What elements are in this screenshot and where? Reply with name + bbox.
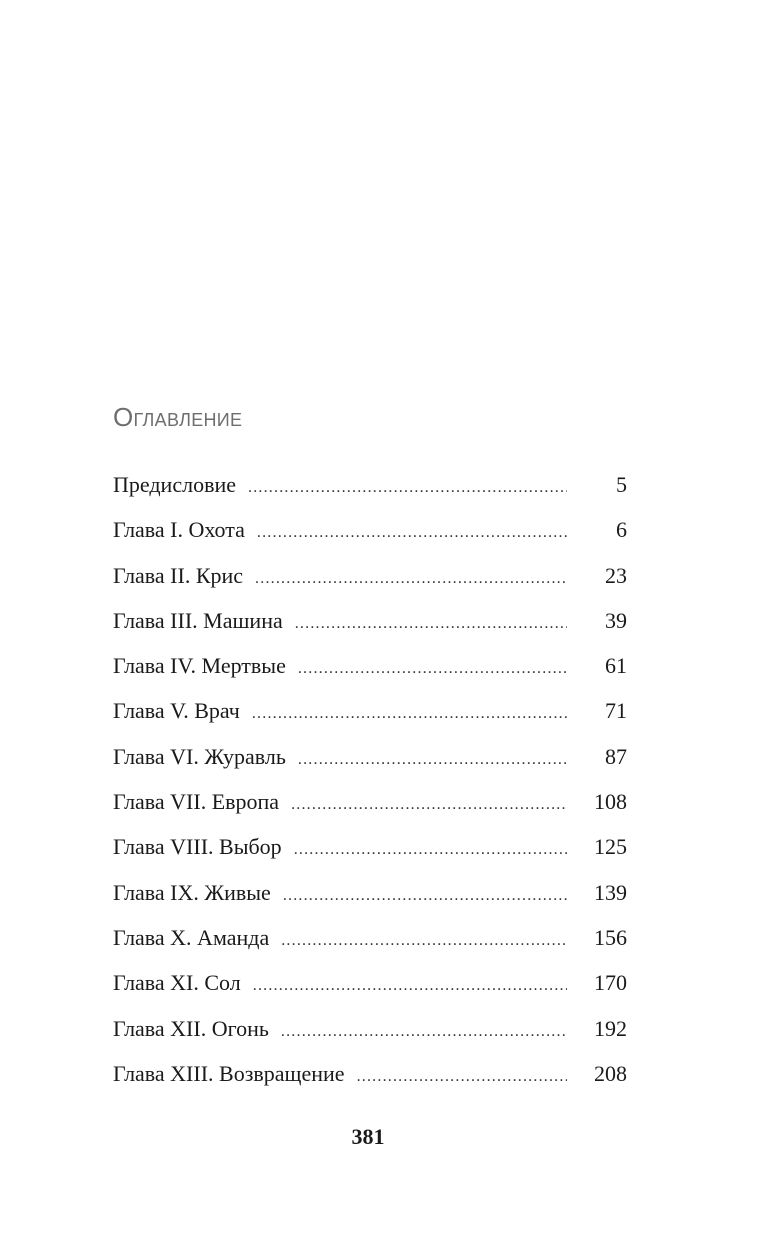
dot-leader [252, 691, 567, 736]
toc-entry-chapter-3 [113, 598, 627, 643]
toc-entry-title: Глава VI. Журавль [113, 743, 286, 769]
toc-heading: Оглавление [113, 402, 243, 432]
dot-leader [281, 1009, 567, 1054]
toc-entry-title: Глава X. Аманда [113, 924, 270, 950]
toc-entry-chapter-8 [113, 824, 627, 869]
toc-entry-title: Глава IV. Мертвые [113, 653, 286, 679]
toc-entry-title: Глава III. Машина [113, 607, 283, 633]
toc-entry-page: 87 [605, 743, 627, 769]
dot-leader [281, 918, 567, 963]
toc-entry-page: 5 [616, 472, 627, 497]
toc-entry-page: 39 [605, 607, 627, 633]
toc-entry-page: 6 [616, 517, 627, 543]
toc-entry-title: Глава XIII. Возвращение [113, 1060, 345, 1086]
toc-entry-page: 208 [594, 1060, 627, 1086]
toc-entry-chapter-13 [113, 1051, 627, 1096]
toc-list [113, 462, 627, 1096]
dot-leader [283, 873, 567, 918]
toc-entry-chapter-12 [113, 1006, 627, 1051]
toc-entry-title: Глава II. Крис [113, 562, 244, 588]
toc-entry-chapter-11 [113, 960, 627, 1005]
toc-entry-page: 156 [594, 924, 627, 950]
toc-entry-chapter-5 [113, 688, 627, 733]
toc-entry-title: Глава XII. Огонь [113, 1015, 269, 1041]
toc-entry-chapter-2 [113, 553, 627, 598]
toc-entry-preface [113, 462, 627, 507]
toc-entry-chapter-7 [113, 779, 627, 824]
dot-leader [257, 510, 567, 555]
toc-entry-page: 170 [594, 970, 627, 996]
dot-leader [248, 465, 567, 510]
toc-entry-chapter-1 [113, 507, 627, 552]
dot-leader [294, 827, 567, 872]
toc-entry-page: 192 [594, 1015, 627, 1041]
toc-entry-chapter-10 [113, 915, 627, 960]
dot-leader [298, 737, 567, 782]
toc-entry-title: Глава XI. Сол [113, 970, 241, 996]
toc-entry-chapter-6 [113, 734, 627, 779]
toc-entry-title: Предисловие [113, 472, 236, 497]
dot-leader [295, 601, 567, 646]
dot-leader [291, 782, 567, 827]
toc-entry-page: 71 [605, 698, 627, 724]
dot-leader [357, 1054, 567, 1099]
toc-entry-chapter-9 [113, 870, 627, 915]
toc-entry-title: Глава VII. Европа [113, 789, 280, 815]
toc-entry-title: Глава VIII. Выбор [113, 834, 282, 860]
dot-leader [255, 556, 567, 601]
toc-entry-title: Глава V. Врач [113, 698, 240, 724]
dot-leader [253, 963, 567, 1008]
toc-entry-page: 139 [594, 879, 627, 905]
toc-entry-title: Глава IX. Живые [113, 879, 271, 905]
toc-entry-page: 23 [605, 562, 627, 588]
toc-entry-page: 61 [605, 653, 627, 679]
toc-entry-chapter-4 [113, 643, 627, 688]
dot-leader [298, 646, 567, 691]
toc-entry-title: Глава I. Охота [113, 517, 245, 543]
toc-entry-page: 108 [594, 789, 627, 815]
toc-entry-page: 125 [594, 834, 627, 860]
page-number: 381 [351, 1124, 385, 1149]
